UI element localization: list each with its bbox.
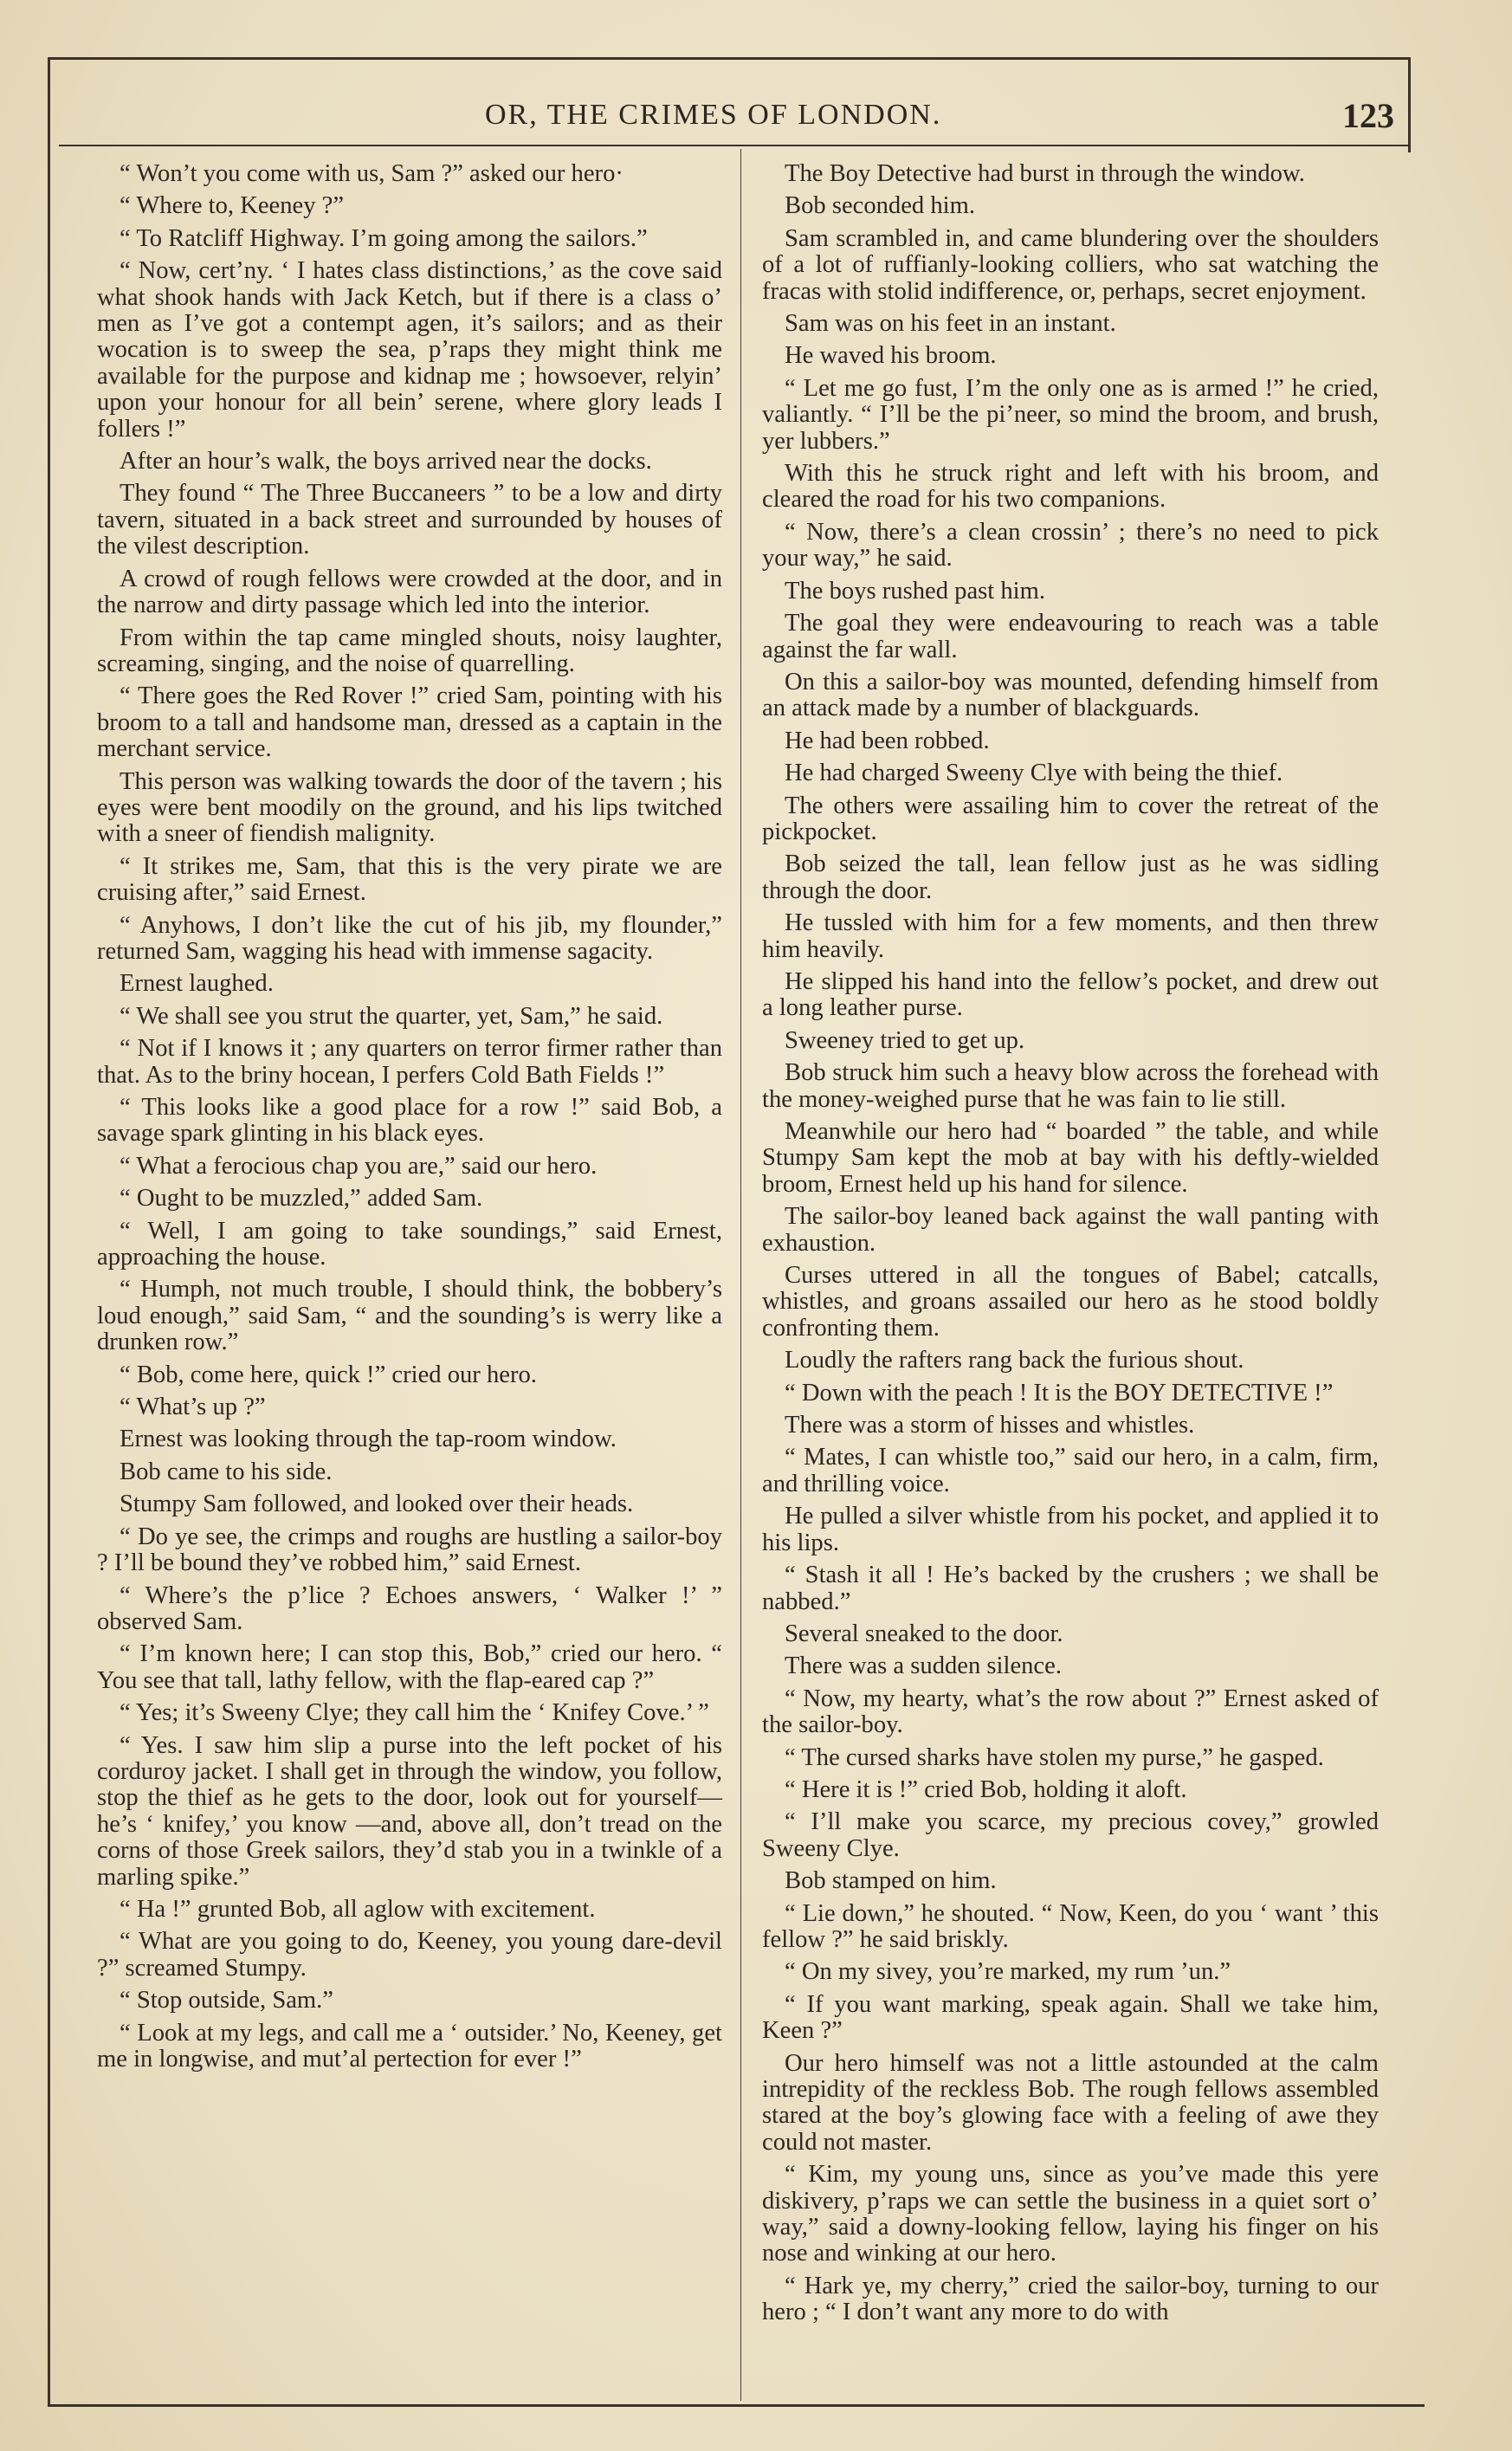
paragraph: “ The cursed sharks have stolen my purse,” he gasped. — [785, 1743, 1324, 1771]
paragraph: “ What’s up ?” — [120, 1394, 266, 1421]
paragraph: The goal they were endeavouring to reach was a table against the far wall. — [762, 610, 1379, 663]
paragraph: Sam scrambled in, and came blundering over the shoulders of a lot of ruffianly-looking colliers, who sat watching the fracas with stolid indifference, or, perhaps, secret enjoyment. — [762, 224, 1379, 305]
paragraph: He had been robbed. — [785, 727, 990, 754]
left-column — [97, 161, 722, 2079]
paragraph: “ Do ye see, the crimps and roughs are hustling a sailor-boy ? I’ll be bound they’ve robbed him,” said Ernest. — [97, 1523, 722, 1577]
paragraph: He slipped his hand into the fellow’s pocket, and drew out a long leather purse. — [762, 967, 1379, 1022]
paragraph: The boys rushed past him. — [785, 577, 1045, 605]
paragraph: “ Well, I am going to take soundings,” said Ernest, approaching the house. — [97, 1217, 722, 1271]
paragraph: He had charged Sweeny Clye with being the thief. — [785, 760, 1283, 787]
paragraph: “ Ought to be muzzled,” added Sam. — [120, 1185, 483, 1213]
paragraph: “ Yes; it’s Sweeny Clye; they call him the ‘ Knifey Cove.’ ” — [120, 1699, 709, 1727]
paragraph: From within the tap came mingled shouts, noisy laughter, screaming, singing, and the noise of quarrelling. — [97, 624, 722, 677]
right-column — [762, 161, 1379, 2332]
paragraph: Bob seconded him. — [785, 192, 975, 220]
paragraph: Bob seized the tall, lean fellow just as he was sidling through the door. — [762, 850, 1379, 904]
paragraph: Stumpy Sam followed, and looked over their heads. — [120, 1491, 634, 1518]
paragraph: “ Stop outside, Sam.” — [120, 1987, 333, 2014]
paragraph: “ Anyhows, I don’t like the cut of his jib, my flounder,” returned Sam, wagging his head with immense sagacity. — [97, 911, 722, 965]
paragraph: “ If you want marking, speak again. Shall we take him, Keen ?” — [762, 1990, 1379, 2045]
paragraph: “ Mates, I can whistle too,” said our hero, in a calm, firm, and thrilling voice. — [762, 1444, 1379, 1497]
paragraph: Meanwhile our hero had “ boarded ” the table, and while Stumpy Sam kept the mob at bay with his deftly-wielded broom, Ernest held up his hand for silence. — [762, 1118, 1379, 1198]
paragraph: Ernest was looking through the tap-room window. — [120, 1426, 617, 1453]
paragraph: “ Now, cert’ny. ‘ I hates class distinctions,’ as the cove said what shook hands with Jack Ketch, but if there is a class o’ men as I’ve got a contempt agen, it’s sailors; and as their wocation is to sweep the sea, p’raps they might think me available for the purpose and kidnap me ; howsoever, relyin’ upon your honour for all bein’ serene, where glory leads I follers !” — [97, 257, 722, 443]
paragraph: He pulled a silver whistle from his pocket, and applied it to his lips. — [762, 1503, 1379, 1556]
paragraph: On this a sailor-boy was mounted, defending himself from an attack made by a number of blackguards. — [762, 668, 1379, 722]
paragraph: A crowd of rough fellows were crowded at the door, and in the narrow and dirty passage which led into the interior. — [97, 565, 722, 619]
paragraph: “ Won’t you come with us, Sam ?” asked our hero· — [120, 160, 624, 187]
paragraph: “ Not if I knows it ; any quarters on terror firmer rather than that. As to the briny hocean, I perfers Cold Bath Fields !” — [97, 1035, 722, 1089]
paragraph: “ To Ratcliff Highway. I’m going among the sailors.” — [120, 224, 648, 252]
paragraph: Loudly the rafters rang back the furious shout. — [785, 1347, 1244, 1374]
page-number: 123 — [1342, 96, 1394, 135]
header-rule — [59, 145, 1408, 146]
paragraph: “ On my sivey, you’re marked, my rum ’un.” — [785, 1958, 1231, 1986]
paragraph: They found “ The Three Buccaneers ” to be a low and dirty tavern, situated in a back street and surrounded by houses of the vilest description. — [97, 480, 722, 560]
paragraph: “ Where’s the p’lice ? Echoes answers, ‘ Walker !’ ” observed Sam. — [97, 1581, 722, 1635]
paragraph: “ It strikes me, Sam, that this is the very pirate we are cruising after,” said Ernest. — [97, 852, 722, 907]
paragraph: “ Lie down,” he shouted. “ Now, Keen, do you ‘ want ’ this fellow ?” he said briskly. — [762, 1899, 1379, 1953]
paragraph: “ Yes. I saw him slip a purse into the left pocket of his corduroy jacket. I shall get in through the window, you follow, stop the thief as he gets to the door, look out for yourself—he’s ‘ knifey,’ you know —and, above all, don’t tread on the corns of those Greek sailors, they’d stab you in a twinkle of a marling spike.” — [97, 1731, 722, 1891]
paragraph: “ There goes the Red Rover !” cried Sam, pointing with his broom to a tall and handsome man, dressed as a captain in the merchant service. — [97, 682, 722, 763]
bottom-frame-rule — [48, 2404, 1425, 2407]
paragraph: “ Now, there’s a clean crossin’ ; there’s no need to pick your way,” he said. — [762, 518, 1379, 572]
paragraph: “ Let me go fust, I’m the only one as is armed !” he cried, valiantly. “ I’ll be the pi’neer, so mind the broom, and brush, yer lubbers.” — [762, 374, 1379, 455]
left-frame-rule — [48, 57, 50, 2407]
paragraph: There was a sudden silence. — [785, 1652, 1062, 1680]
paragraph: “ Bob, come here, quick !” cried our hero. — [120, 1361, 537, 1388]
paragraph: “ This looks like a good place for a row !” said Bob, a savage spark glinting in his black eyes. — [97, 1094, 722, 1148]
paragraph: Our hero himself was not a little astounded at the calm intrepidity of the reckless Bob. The rough fellows assembled stared at the boy’s glowing face with a feeling of awe they could not master. — [762, 2049, 1379, 2156]
paragraph: “ Humph, not much trouble, I should think, the bobbery’s loud enough,” said Sam, “ and the sounding’s is werry like a drunken row.” — [97, 1276, 722, 1356]
paragraph: He waved his broom. — [785, 342, 997, 370]
paragraph: Bob struck him such a heavy blow across the forehead with the money-weighed purse that he was fain to lie still. — [762, 1059, 1379, 1113]
paragraph: This person was walking towards the door of the tavern ; his eyes were bent moodily on the ground, and his lips twitched with a sneer of fiendish malignity. — [97, 767, 722, 848]
paragraph: “ Here it is !” cried Bob, holding it aloft. — [785, 1775, 1187, 1803]
paragraph: Curses uttered in all the tongues of Babel; catcalls, whistles, and groans assailed our hero as he stood boldly confronting them. — [762, 1262, 1379, 1342]
paragraph: Sam was on his feet in an instant. — [785, 310, 1116, 338]
paragraph: There was a storm of hisses and whistles. — [785, 1412, 1195, 1439]
paragraph: “ I’ll make you scarce, my precious covey,” growled Sweeny Clye. — [762, 1808, 1379, 1862]
paragraph: “ What are you going to do, Keeney, you young dare-devil ?” screamed Stumpy. — [97, 1928, 722, 1982]
paragraph: “ Now, my hearty, what’s the row about ?” Ernest asked of the sailor-boy. — [762, 1685, 1379, 1739]
paragraph: The others were assailing him to cover the retreat of the pickpocket. — [762, 792, 1379, 845]
top-frame-rule — [48, 57, 1409, 60]
paragraph: After an hour’s walk, the boys arrived near the docks. — [120, 448, 652, 475]
right-frame-rule — [1408, 57, 1411, 152]
paragraph: He tussled with him for a few moments, and then threw him heavily. — [762, 909, 1379, 963]
paragraph: The sailor-boy leaned back against the wall panting with exhaustion. — [762, 1203, 1379, 1257]
paragraph: “ Ha !” grunted Bob, all aglow with excitement. — [120, 1895, 596, 1923]
paragraph: “ Hark ye, my cherry,” cried the sailor-boy, turning to our hero ; “ I don’t want any more to do with — [762, 2272, 1379, 2326]
paragraph: “ I’m known here; I can stop this, Bob,” cried our hero. “ You see that tall, lathy fellow, with the flap-eared cap ?” — [97, 1640, 722, 1694]
paragraph: Several sneaked to the door. — [785, 1620, 1063, 1647]
paragraph: Ernest laughed. — [120, 970, 274, 998]
column-divider — [740, 149, 741, 2401]
paragraph: “ We shall see you strut the quarter, yet, Sam,” he said. — [120, 1002, 663, 1030]
paragraph: “ What a ferocious chap you are,” said our hero. — [120, 1152, 598, 1180]
paragraph: “ Where to, Keeney ?” — [120, 192, 345, 220]
running-head: OR, THE CRIMES OF LONDON. — [485, 99, 942, 131]
paragraph: The Boy Detective had burst in through the window. — [785, 160, 1305, 187]
paragraph: With this he struck right and left with his broom, and cleared the road for his two companions. — [762, 460, 1379, 514]
paragraph: “ Down with the peach ! It is the BOY DETECTIVE !” — [785, 1379, 1334, 1407]
paragraph: “ Stash it all ! He’s backed by the crushers ; we shall be nabbed.” — [762, 1562, 1379, 1615]
paragraph: Bob stamped on him. — [785, 1867, 997, 1895]
paragraph: “ Look at my legs, and call me a ‘ outsider.’ No, Keeney, get me in longwise, and mut’al pertection for ever !” — [97, 2019, 722, 2073]
paragraph: Sweeney tried to get up. — [785, 1026, 1025, 1054]
paragraph: “ Kim, my young uns, since as you’ve made this yere diskivery, p’raps we can settle the business in a quiet sort o’ way,” said a downy-looking fellow, laying his finger on his nose and winking at our hero. — [762, 2161, 1379, 2267]
paragraph: Bob came to his side. — [120, 1458, 333, 1485]
